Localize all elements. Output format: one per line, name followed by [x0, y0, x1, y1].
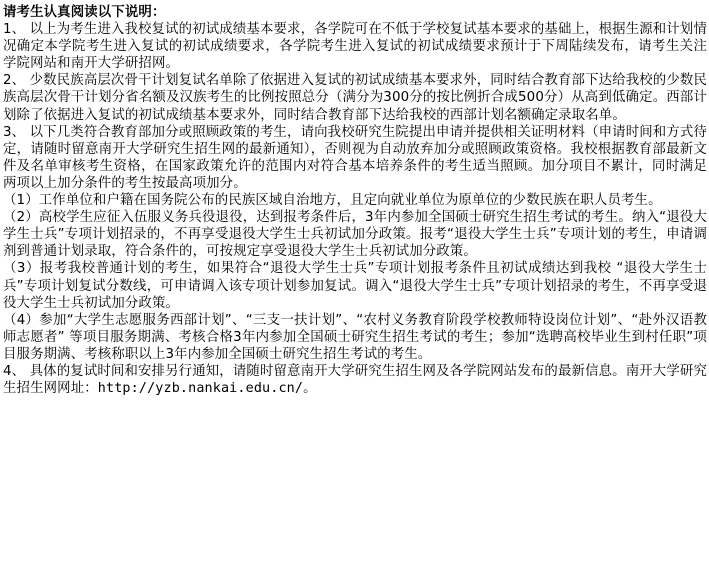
item-3-paragraph: 3、 以下几类符合教育部加分或照顾政策的考生，请向我校研究生院提出申请并提供相关证明材料（申请时间和方式待定，请随时留意南开大学研究生招生网的最新通知），否则视为自动放弃加分或照顾政策资格。我校根据教育部最新文件及名单审核考生资格，在国家政策允许的范围内对符合基本培养条件的考生适当照顾。加分项目不累计，同时满足两项以上加分条件的考生按最高项加分。	[3, 124, 707, 191]
admissions-website-link[interactable]: http://yzb.nankai.edu.cn/	[97, 381, 304, 397]
item-4-text: 4、 具体的复试时间和安排另行通知，请随时留意南开大学研究生招生网及各学院网站发布的最新信息。南开大学研究生招生网网址：	[3, 363, 707, 397]
notice-heading: 请考生认真阅读以下说明：	[3, 5, 166, 20]
item-4-end: 。	[303, 381, 317, 397]
item-2-paragraph: 2、 少数民族高层次骨干计划复试名单除了依据进入复试的初试成绩基本要求外，同时结合教育部下达给我校的少数民族高层次骨干计划分省名额及汉族考生的比例按照总分（满分为300分的按比例折合成500分）从高到低确定。西部计划除了依据进入复试的初试成绩基本要求外，同时结合教育部下达给我校的西部计划名额确定录取名单。	[3, 73, 707, 123]
item-1-paragraph: 1、 以上为考生进入我校复试的初试成绩基本要求，各学院可在不低于学校复试基本要求的基础上，根据生源和计划情况确定本学院考生进入复试的初试成绩要求，各学院考生进入复试的初试成绩要求预计于下周陆续发布，请考生关注学院网站和南开大学研招网。	[3, 22, 707, 72]
subitem-3-paragraph: （3）报考我校普通计划的考生，如果符合“退役大学生士兵”专项计划报考条件且初试成绩达到我校 “退役大学生士兵”专项计划复试分数线，可申请调入该专项计划参加复试。调入“退役大学生士兵”专项计划招录的考生，不再享受退役大学生士兵初试加分政策。	[3, 261, 707, 311]
item-4-paragraph	[3, 363, 707, 397]
subitem-1-paragraph: （1）工作单位和户籍在国务院公布的民族区域自治地方，且定向就业单位为原单位的少数民族在职人员考生。	[3, 193, 662, 209]
subitem-4-paragraph: （4）参加“大学生志愿服务西部计划”、“三支一扶计划”、“农村义务教育阶段学校教师特设岗位计划”、“赴外汉语教师志愿者” 等项目服务期满、考核合格3年内参加全国硕士研究生招生考试的考生；参加“选聘高校毕业生到村任职”项目服务期满、考核称职以上3年内参加全国硕士研究生招生考试的考生。	[3, 312, 707, 362]
subitem-2-paragraph: （2）高校学生应征入伍服义务兵役退役，达到报考条件后，3年内参加全国硕士研究生招生考试的考生。纳入“退役大学生士兵”专项计划招录的，不再享受退役大学生士兵初试加分政策。报考“退役大学生士兵”专项计划的考生，申请调剂到普通计划录取，符合条件的，可按规定享受退役大学生士兵初试加分政策。	[3, 210, 707, 260]
